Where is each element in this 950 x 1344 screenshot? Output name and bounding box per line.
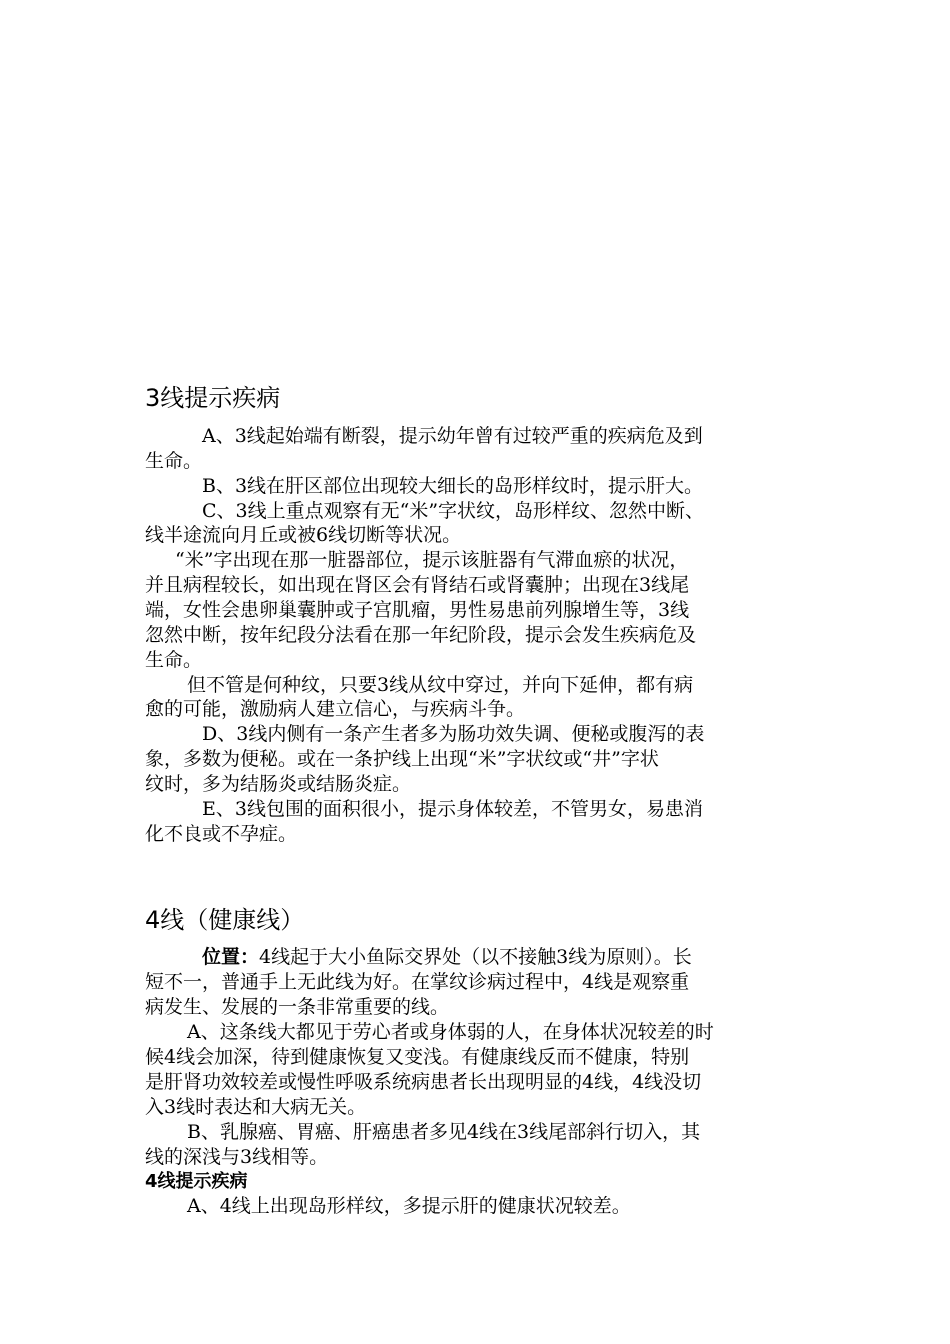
section-4-subheading: 4线提示疾病 — [145, 1171, 248, 1192]
text-line: B、乳腺癌、胃癌、肝癌患者多见4线在3线尾部斜行切入，其 — [187, 1121, 701, 1143]
text-line: 象，多数为便秘。或在一条护线上出现“米”字状纹或“井”字状 — [145, 748, 659, 770]
text-line: 生命。 — [145, 450, 203, 472]
section-3-heading: 3线提示疾病 — [145, 384, 281, 412]
text-line: 线的深浅与3线相等。 — [145, 1146, 329, 1168]
position-line — [202, 945, 692, 969]
text-line: A、这条线大都见于劳心者或身体弱的人，在身体状况较差的时 — [187, 1021, 714, 1043]
text-line: 但不管是何种纹，只要3线从纹中穿过，并向下延伸，都有病 — [187, 674, 694, 696]
text-line: 化不良或不孕症。 — [145, 823, 298, 845]
text-line: 纹时，多为结肠炎或结肠炎症。 — [145, 773, 412, 795]
text-line: 端，女性会患卵巢囊肿或子宫肌瘤，男性易患前列腺增生等，3线 — [145, 599, 690, 621]
text-line: 愈的可能，激励病人建立信心，与疾病斗争。 — [145, 698, 526, 720]
text-line: “米”字出现在那一脏器部位，提示该脏器有气滞血瘀的状况， — [175, 549, 689, 571]
position-label: 位置： — [202, 946, 260, 968]
text-line: 是肝肾功效较差或慢性呼吸系统病患者长出现明显的4线，4线没切 — [145, 1071, 702, 1093]
text-line: 入3线时表达和大病无关。 — [145, 1096, 367, 1118]
position-text: 4线起于大小鱼际交界处（以不接触3线为原则）。长 — [259, 946, 692, 968]
text-line: D、3线内侧有一条产生者多为肠功效失调、便秘或腹泻的表 — [202, 723, 705, 745]
text-line: E、3线包围的面积很小，提示身体较差，不管男女，易患消 — [202, 798, 703, 820]
section-4-heading: 4线（健康线） — [145, 906, 305, 934]
text-line: C、3线上重点观察有无“米”字状纹，岛形样纹、忽然中断、 — [202, 500, 705, 522]
text-line: 并且病程较长，如出现在肾区会有肾结石或肾囊肿；出现在3线尾 — [145, 574, 690, 596]
text-line: 生命。 — [145, 649, 203, 671]
text-line: 忽然中断，按年纪段分法看在那一年纪阶段，提示会发生疾病危及 — [145, 624, 697, 646]
text-line: 线半途流向月丘或被6线切断等状况。 — [145, 524, 462, 546]
text-line: 候4线会加深，待到健康恢复又变浅。有健康线反而不健康，特别 — [145, 1046, 690, 1068]
text-line: A、3线起始端有断裂，提示幼年曾有过较严重的疾病危及到 — [202, 425, 703, 447]
text-line: B、3线在肝区部位出现较大细长的岛形样纹时，提示肝大。 — [202, 475, 704, 497]
text-line: 病发生、发展的一条非常重要的线。 — [145, 996, 450, 1018]
text-line: A、4线上出现岛形样纹，多提示肝的健康状况较差。 — [187, 1195, 631, 1217]
text-line: 短不一，普通手上无此线为好。在掌纹诊病过程中，4线是观察重 — [145, 971, 690, 993]
